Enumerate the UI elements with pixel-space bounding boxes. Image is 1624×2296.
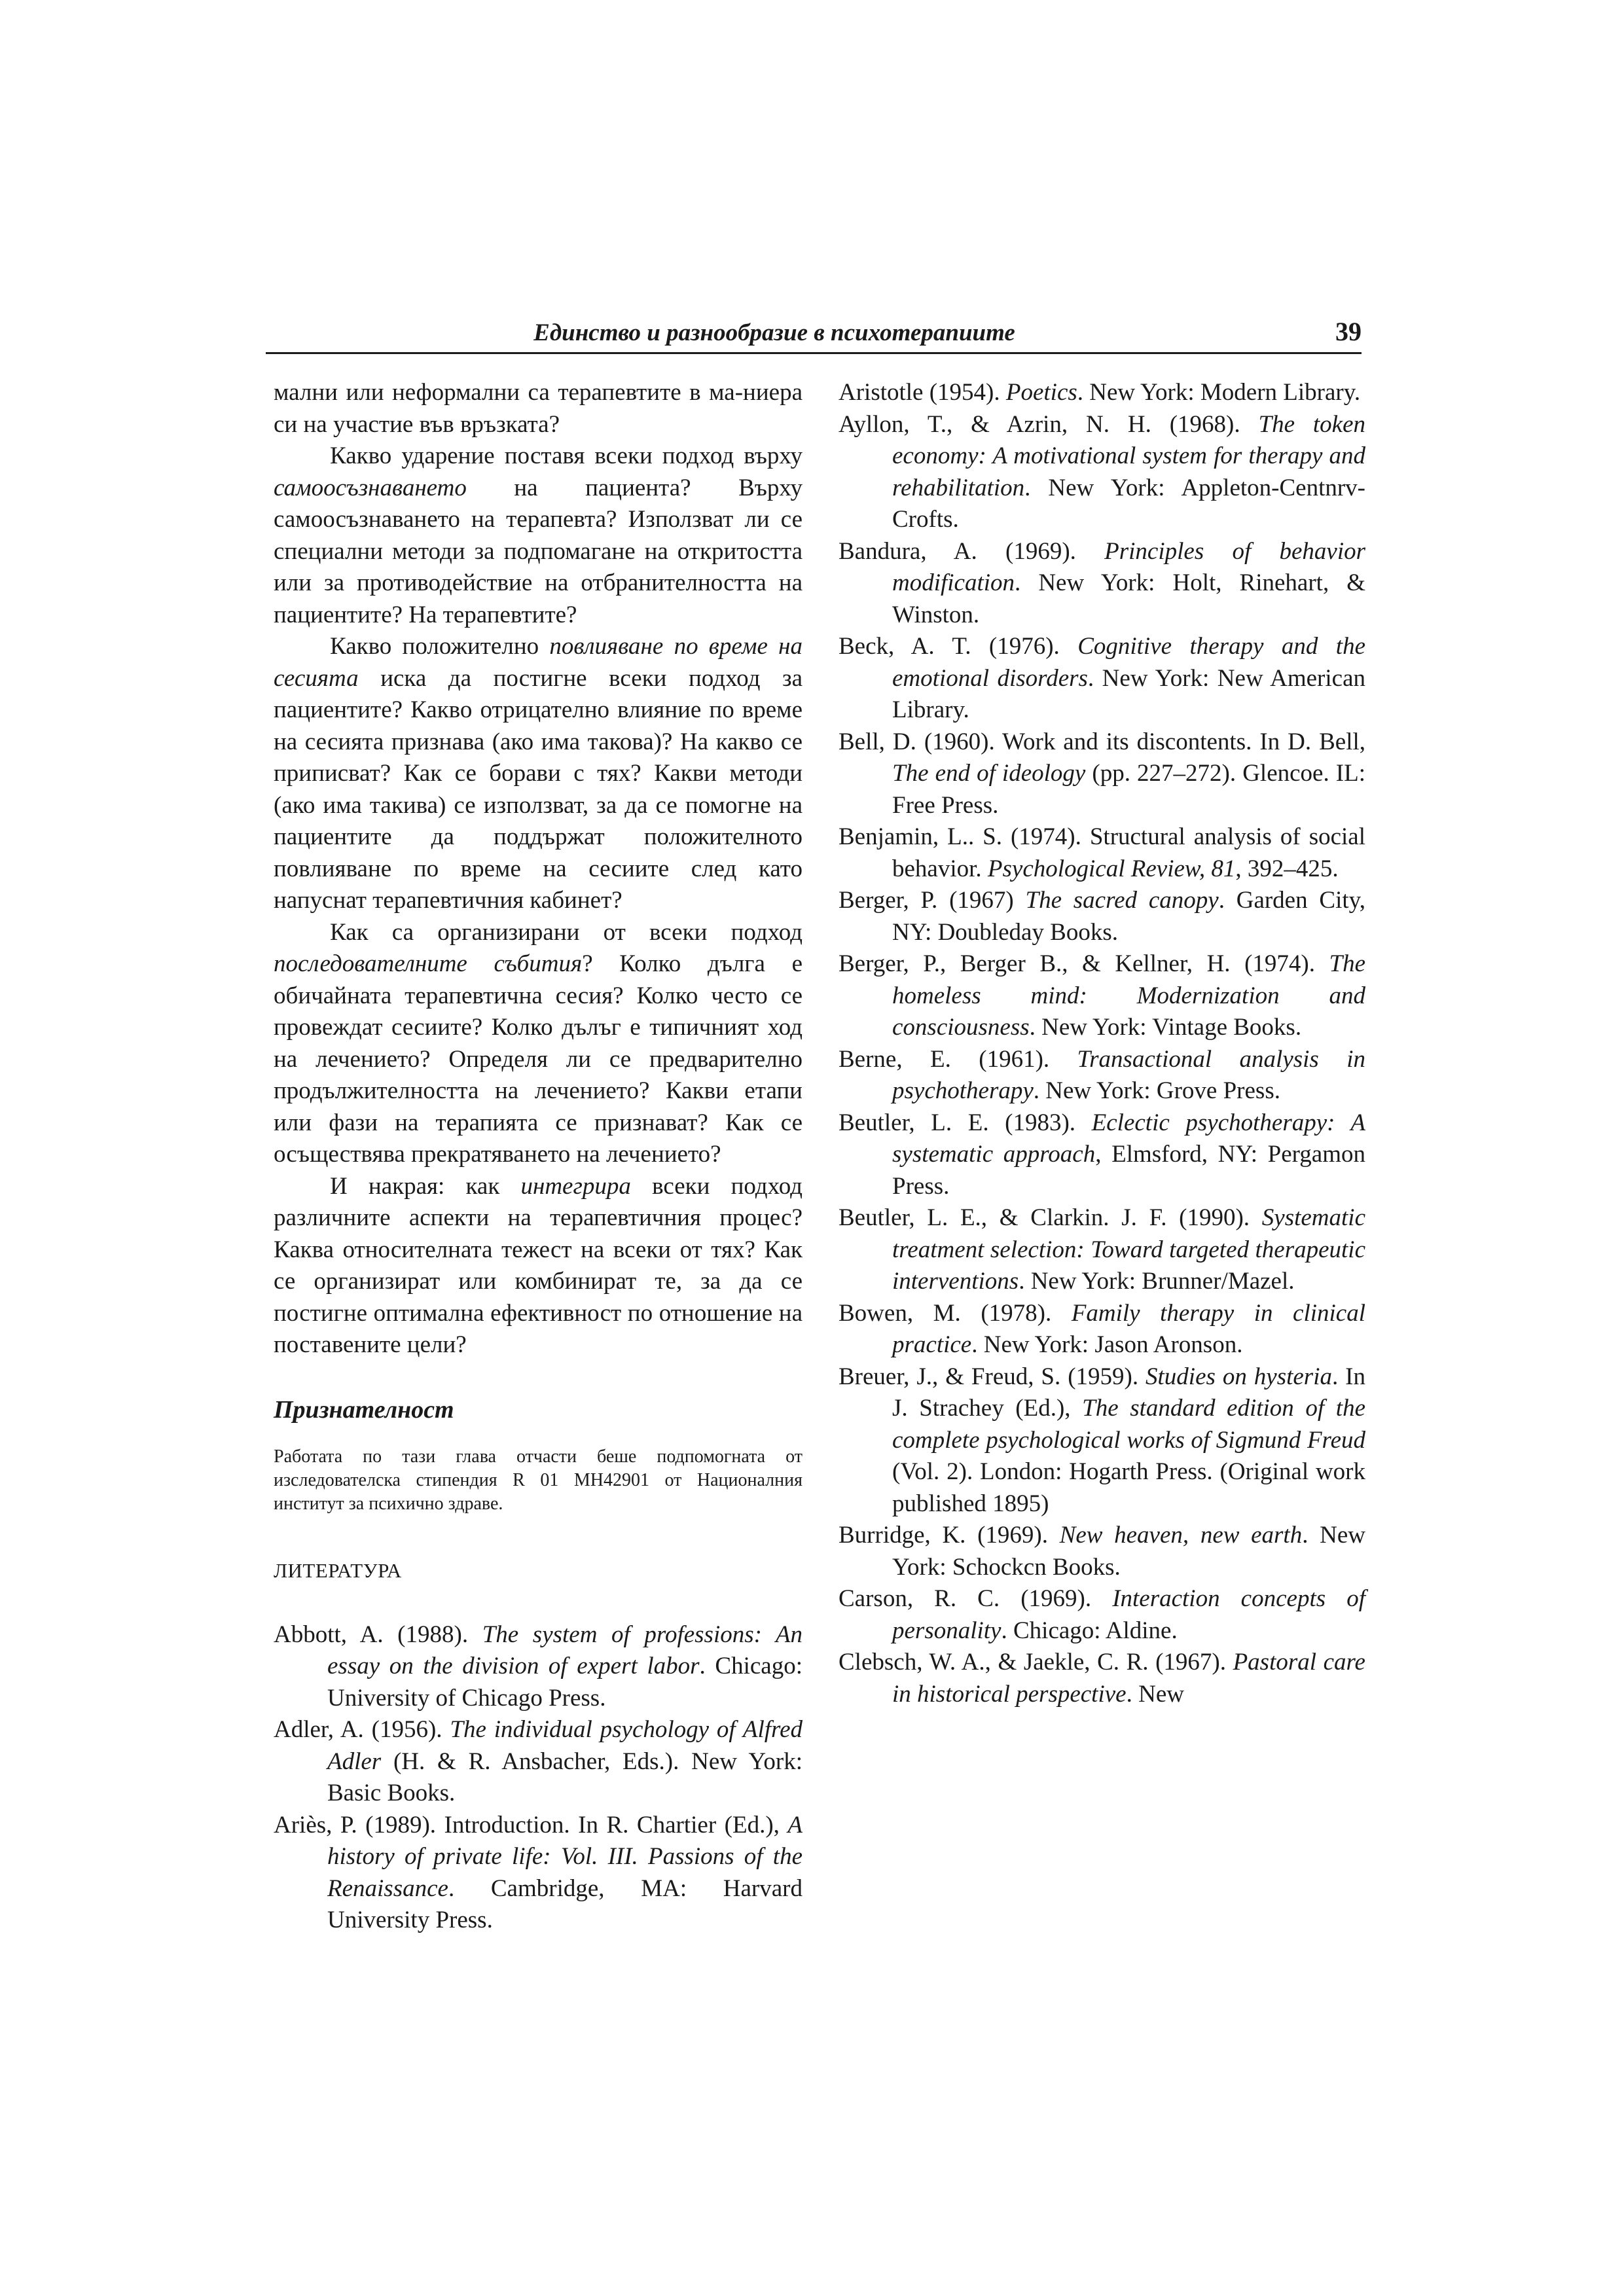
reference-title: The sacred canopy bbox=[1025, 887, 1219, 914]
reference-title: The individual psychology of Alfred Adler bbox=[327, 1716, 803, 1775]
reference-entry bbox=[274, 1714, 803, 1810]
reference-entry bbox=[839, 631, 1365, 726]
reference-entry bbox=[839, 1583, 1365, 1647]
reference-title: Psychological Review, 81 bbox=[987, 855, 1236, 882]
text-run: ? Колко дълга е обичайната терапевтична сесия? Колко често се провеждат сесиите? Колко дълъг е типичният ход на лечението? Определя ли се предварително продължителността на лечението? Какви етапи или фази на терапията се признават? Как се осъществява прекратяването на лечението? bbox=[274, 950, 803, 1168]
text-run: на пациента? Върху самоосъзнаването на терапевта? Използват ли се специални методи за подпомагане на откритостта или за противодействие на отбранителността на пациентите? На терапевтите? bbox=[274, 474, 803, 628]
running-title: Единство и разнообразие в психотерапиите bbox=[533, 319, 1015, 346]
reference-title: New heaven, new earth bbox=[1059, 1522, 1303, 1549]
reference-title: Principles of behavior modification bbox=[892, 537, 1366, 596]
reference-title: The end of ideology bbox=[892, 760, 1086, 787]
reference-entry bbox=[839, 536, 1365, 632]
page-header bbox=[266, 313, 1362, 354]
text-run: Какво ударение поставя всеки подход върху bbox=[330, 442, 803, 469]
reference-text: Bell, D. (1960). Work and its discontents. In D. Bell, bbox=[839, 728, 1365, 755]
reference-text: . New bbox=[1126, 1680, 1184, 1708]
reference-text: . Chicago: University of Chicago Press. bbox=[327, 1653, 803, 1712]
reference-text: , Elmsford, NY: Pergamon Press. bbox=[892, 1141, 1365, 1200]
reference-entry bbox=[839, 1107, 1365, 1203]
reference-text: Carson, R. C. (1969). bbox=[839, 1585, 1113, 1612]
reference-text: . New York: Modern Library. bbox=[1077, 379, 1361, 406]
reference-text: Beutler, L. E., & Clarkin. J. F. (1990). bbox=[839, 1204, 1262, 1231]
reference-entry bbox=[274, 1619, 803, 1715]
text-run: мални или неформални са терапевтите в ма-ниера си на участие във връзката? bbox=[274, 379, 803, 438]
body-paragraph bbox=[274, 440, 803, 631]
reference-entry bbox=[274, 1810, 803, 1937]
reference-title: The homeless mind: Modernization and consciousness bbox=[892, 950, 1365, 1041]
reference-entry bbox=[839, 726, 1365, 822]
reference-entry bbox=[839, 377, 1365, 409]
text-run: Какво положително bbox=[330, 633, 550, 660]
reference-text: Berger, P. (1967) bbox=[839, 887, 1026, 914]
page-number: 39 bbox=[1335, 317, 1362, 346]
body-paragraph bbox=[274, 377, 803, 440]
text-run: всеки подход различните аспекти на терапевтичния процес? Каква относителната тежест на всеки от тях? Как се организират или комбинират те, за да се постигне оптимална ефективност по отношение на поставените цели? bbox=[274, 1172, 803, 1358]
reference-text: (pp. 227–272). Glencoe. IL: Free Press. bbox=[892, 760, 1365, 819]
reference-entry bbox=[839, 1202, 1365, 1298]
acknowledgment-text: Работата по тази глава отчасти беше подпомогната от изследователска стипендия R 01 MH42901 от Националния институт за психично здраве. bbox=[274, 1446, 803, 1514]
reference-text: (Vol. 2). London: Hogarth Press. (Original work published 1895) bbox=[892, 1458, 1365, 1517]
text-run: И накрая: как bbox=[330, 1172, 521, 1200]
reference-text: . New York: Jason Aronson. bbox=[971, 1331, 1243, 1358]
reference-text: Berger, P., Berger B., & Kellner, H. (1974). bbox=[839, 950, 1329, 977]
text-run: иска да постигне всеки подход за пациентите? Какво отрицателно влияние по време на сесията признава (ако има такова)? На какво се приписват? Как се борави с тях? Какви методи (ако има такива) се използват, за да се помогне на пациентите да поддържат положителното повлияване по време на сесиите след като напуснат терапевтичния кабинет? bbox=[274, 664, 803, 914]
references-heading: ЛИТЕРАТУРА bbox=[274, 1558, 402, 1582]
reference-text: , 392–425. bbox=[1235, 855, 1339, 882]
reference-text: . Garden City, NY: Doubleday Books. bbox=[892, 887, 1365, 946]
reference-text: (H. & R. Ansbacher, Eds.). New York: Basic Books. bbox=[327, 1748, 803, 1806]
reference-title: The standard edition of the complete psychological works of Sigmund Freud bbox=[892, 1395, 1365, 1454]
body-paragraph bbox=[274, 1171, 803, 1361]
reference-title: A history of private life: Vol. III. Passions of the Renaissance bbox=[327, 1811, 803, 1902]
reference-text: Abbott, A. (1988). bbox=[274, 1621, 482, 1648]
reference-text: . New York: Holt, Rinehart, & Winston. bbox=[892, 569, 1365, 628]
reference-title: The token economy: A motivational system for therapy and rehabilitation bbox=[892, 410, 1365, 501]
reference-text: Burridge, K. (1969). bbox=[839, 1522, 1060, 1549]
reference-text: Breuer, J., & Freud, S. (1959). bbox=[839, 1363, 1146, 1390]
reference-entry bbox=[839, 409, 1365, 536]
reference-title: Eclectic psychotherapy: A systematic approach bbox=[892, 1109, 1365, 1168]
reference-title: Systematic treatment selection: Toward targeted therapeutic interventions bbox=[892, 1204, 1365, 1295]
text-run: Как са организирани от всеки подход bbox=[330, 918, 803, 946]
reference-text: Bandura, A. (1969). bbox=[839, 537, 1105, 565]
reference-text: . New York: New American Library. bbox=[892, 664, 1365, 723]
reference-text: Adler, A. (1956). bbox=[274, 1716, 450, 1743]
emphasis-term: повлияване по време на сесията bbox=[274, 633, 803, 692]
left-column bbox=[274, 377, 803, 1937]
emphasis-term: последователните събития bbox=[274, 950, 583, 977]
reference-text: . New York: Schockcn Books. bbox=[892, 1522, 1365, 1581]
reference-entry bbox=[839, 1520, 1365, 1583]
body-paragraph bbox=[274, 917, 803, 1171]
reference-text: . New York: Appleton-Centnrv-Crofts. bbox=[892, 474, 1365, 533]
reference-text: . In J. Strachey (Ed.), bbox=[892, 1363, 1366, 1422]
reference-entry bbox=[839, 1647, 1365, 1710]
reference-title: Poetics bbox=[1005, 379, 1077, 406]
right-column bbox=[839, 377, 1365, 1710]
reference-text: Beutler, L. E. (1983). bbox=[839, 1109, 1092, 1136]
reference-entry bbox=[839, 948, 1365, 1044]
reference-text: Ayllon, T., & Azrin, N. H. (1968). bbox=[839, 410, 1259, 438]
references-list-left bbox=[274, 1619, 803, 1937]
reference-text: . New York: Vintage Books. bbox=[1029, 1014, 1302, 1041]
reference-entry bbox=[839, 1044, 1365, 1107]
reference-entry bbox=[839, 1298, 1365, 1361]
reference-text: Clebsch, W. A., & Jaekle, C. R. (1967). bbox=[839, 1649, 1233, 1676]
reference-title: Transactional analysis in psychotherapy bbox=[892, 1045, 1366, 1104]
body-paragraph bbox=[274, 631, 803, 917]
reference-text: Ariès, P. (1989). Introduction. In R. Chartier (Ed.), bbox=[274, 1811, 788, 1839]
reference-text: . Cambridge, MA: Harvard University Press. bbox=[327, 1874, 803, 1933]
reference-title: The system of professions: An essay on the division of expert labor bbox=[327, 1621, 803, 1679]
reference-title: Cognitive therapy and the emotional disorders bbox=[892, 633, 1366, 692]
reference-entry bbox=[839, 821, 1365, 885]
reference-text: Benjamin, L.. S. (1974). Structural analysis of social behavior. bbox=[839, 823, 1365, 882]
emphasis-term: интегрира bbox=[520, 1172, 631, 1200]
reference-text: Aristotle (1954). bbox=[839, 379, 1006, 406]
emphasis-term: самоосъзнаването bbox=[274, 474, 467, 501]
reference-text: Beck, A. T. (1976). bbox=[839, 633, 1078, 660]
references-list-right bbox=[839, 377, 1365, 1710]
reference-text: Bowen, M. (1978). bbox=[839, 1299, 1072, 1327]
reference-title: Interaction concepts of personality bbox=[892, 1585, 1365, 1644]
reference-text: Berne, E. (1961). bbox=[839, 1045, 1077, 1073]
reference-entry bbox=[839, 885, 1365, 948]
reference-title: Family therapy in clinical practice bbox=[892, 1299, 1365, 1358]
reference-title: Studies on hysteria bbox=[1146, 1363, 1332, 1390]
reference-title: Pastoral care in historical perspective bbox=[892, 1649, 1365, 1708]
reference-text: . New York: Grove Press. bbox=[1033, 1077, 1280, 1104]
reference-text: . Chicago: Aldine. bbox=[1001, 1617, 1178, 1644]
reference-entry bbox=[839, 1361, 1365, 1520]
acknowledgment-heading: Признателност bbox=[274, 1395, 454, 1424]
reference-text: . New York: Brunner/Mazel. bbox=[1019, 1268, 1295, 1295]
